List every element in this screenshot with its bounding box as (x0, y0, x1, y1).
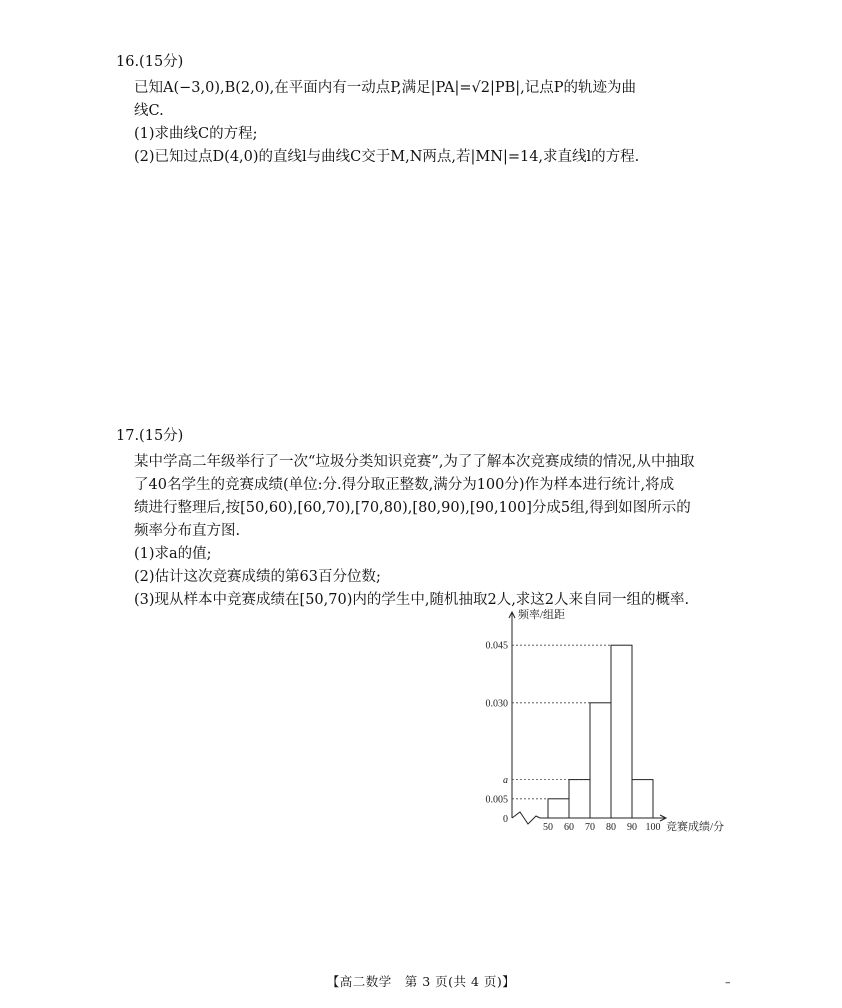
question-17-part-1: (1)求a的值; (134, 546, 212, 562)
page-footer: 【高二数学 第 3 页(共 4 页)】 (326, 974, 516, 989)
question-17 (116, 424, 736, 612)
histogram-bars (548, 645, 653, 818)
x-tick-label-4: 80 (606, 822, 616, 833)
histogram-bar-3 (590, 703, 611, 818)
histogram-y-tick-labels (486, 641, 509, 806)
histogram-bar-4 (611, 645, 632, 818)
x-tick-label-2: 60 (564, 822, 574, 833)
y-tick-label-3: 0.030 (485, 698, 508, 710)
question-17-number: 17.(15分) (116, 428, 184, 444)
question-17-stem-line-2: 了40名学生的竞赛成绩(单位:分.得分取正整数,满分为100分)作为样本进行统计,将成 (134, 477, 675, 493)
histogram-bar-2 (569, 780, 590, 818)
x-tick-label-5: 90 (627, 822, 637, 833)
question-17-part-3: (3)现从样本中竞赛成绩在[50,70)内的学生中,随机抽取2人,求这2人来自同一组的概率. (134, 592, 690, 608)
question-17-stem-line-3: 绩进行整理后,按[50,60),[60,70),[70,80),[80,90),[90,100]分成5组,得到如图所示的 (134, 500, 691, 516)
histogram-x-axis-title: 竞赛成绩/分 (666, 821, 725, 833)
question-16-part-2: (2)已知过点D(4,0)的直线l与曲线C交于M,N两点,若|MN|=14,求直线l的方程. (134, 149, 640, 165)
x-tick-label-1: 50 (543, 822, 553, 833)
question-16-number: 16.(15分) (116, 54, 184, 70)
question-17-part-2: (2)估计这次竞赛成绩的第63百分位数; (134, 569, 381, 585)
question-16-part-1: (1)求曲线C的方程; (134, 126, 258, 142)
x-axis-break (512, 812, 540, 824)
footer-mark: – (725, 976, 731, 989)
y-tick-label-2: a (503, 775, 508, 787)
question-16-stem-line-1: 已知A(−3,0),B(2,0),在平面内有一动点P,满足|PA|=√2|PB|,记点P的轨迹为曲 (134, 80, 636, 96)
y-tick-label-1: 0.005 (485, 794, 508, 806)
y-tick-label-4: 0.045 (485, 640, 508, 652)
histogram-y-axis-title: 频率/组距 (518, 609, 566, 621)
histogram-bar-5 (632, 780, 653, 818)
question-16 (116, 50, 736, 169)
histogram-origin-label: 0 (503, 814, 508, 825)
x-tick-label-3: 70 (585, 822, 595, 833)
question-16-stem-line-2: 线C. (134, 103, 164, 119)
x-tick-label-6: 100 (645, 822, 661, 833)
question-17-stem-line-1: 某中学高二年级举行了一次“垃圾分类知识竞赛”,为了了解本次竞赛成绩的情况,从中抽取 (134, 454, 695, 470)
histogram-x-tick-labels (543, 822, 661, 833)
histogram-bar-1 (548, 799, 569, 818)
frequency-histogram (470, 604, 740, 836)
question-17-stem-line-4: 频率分布直方图. (134, 523, 241, 539)
